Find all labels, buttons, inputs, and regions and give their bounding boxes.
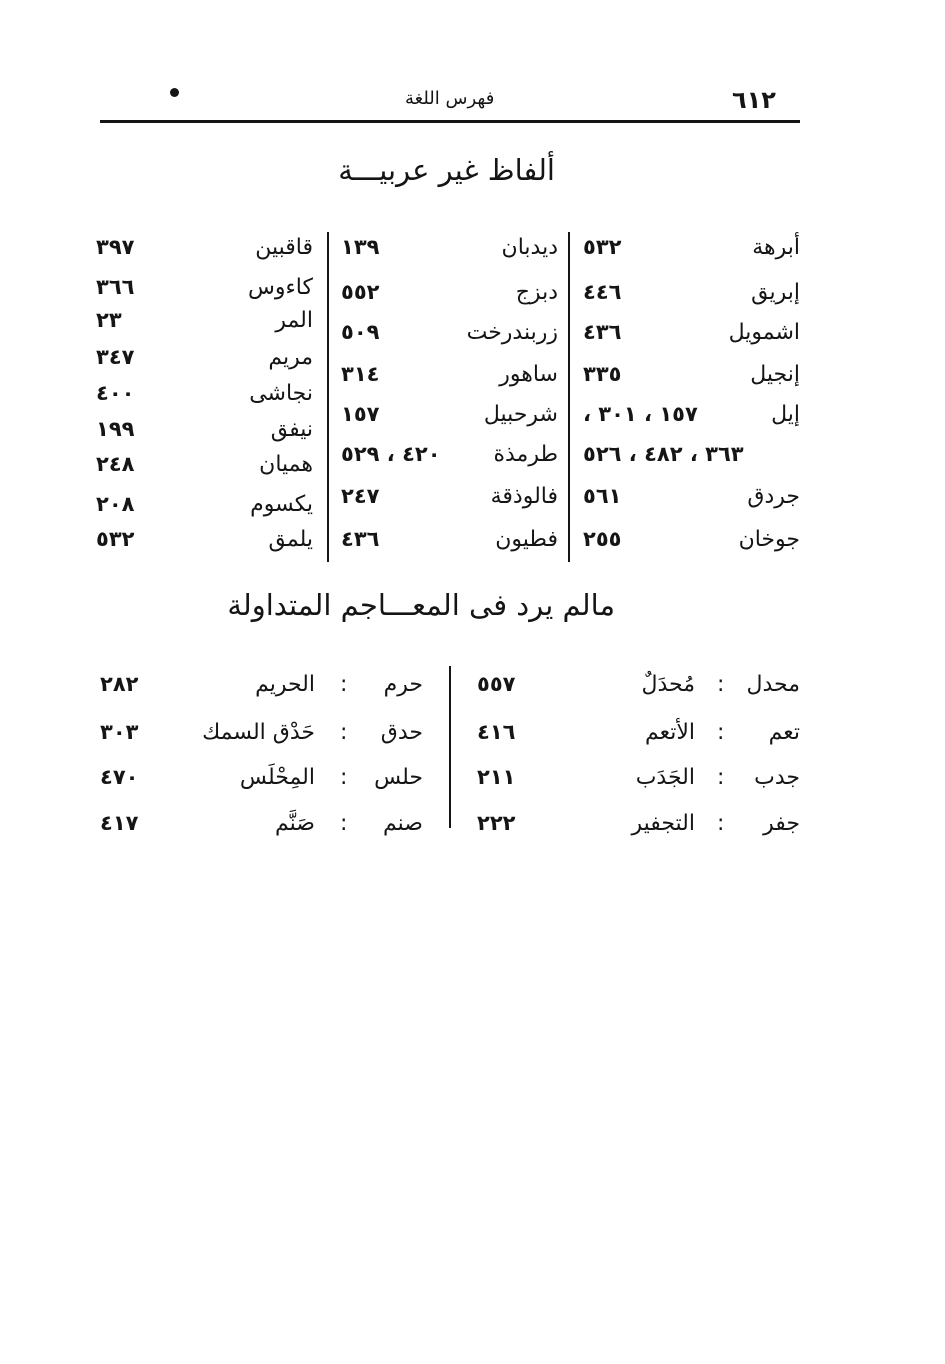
separator: : — [340, 720, 348, 745]
header-rule — [100, 120, 800, 123]
index-word: اشمويل — [728, 320, 800, 345]
page-number-ref: ٤١٧ — [100, 811, 139, 835]
column-divider — [449, 666, 451, 828]
separator: : — [717, 720, 725, 745]
derived-word: الأتعم — [644, 720, 695, 745]
separator: : — [340, 765, 348, 790]
page-number-ref: ٢١١ — [477, 765, 516, 789]
page-numbers: ٣٩٧ — [96, 235, 135, 259]
page-numbers: ٣٦٦ — [96, 275, 135, 299]
derived-word: صَنَّم — [275, 811, 315, 836]
column-divider — [327, 232, 329, 562]
page-numbers: ٥٠٩ — [341, 320, 380, 344]
separator: : — [340, 672, 348, 697]
separator: : — [717, 672, 725, 697]
page-number-ref: ٥٥٧ — [477, 672, 516, 696]
derived-word: مُحدَلٌ — [641, 672, 695, 697]
page-numbers: ٥٥٢ — [341, 280, 380, 304]
index-word: جردق — [747, 484, 800, 509]
index-word: مريم — [268, 345, 313, 370]
page-number-ref: ٤١٦ — [477, 720, 516, 744]
root-word: حلس — [374, 765, 423, 790]
index-word: فطيون — [495, 527, 558, 552]
page-numbers: ١٥٧ — [341, 402, 380, 426]
page-numbers: ٤٣٦ — [583, 320, 622, 344]
root-word: محدل — [746, 672, 800, 697]
index-word: نجاشى — [249, 381, 313, 406]
page-numbers: ٢٤٧ — [341, 484, 380, 508]
derived-word: الحريم — [255, 672, 315, 697]
derived-word: المِحْلَس — [239, 765, 315, 790]
page-number-ref: ٤٧٠ — [100, 765, 139, 789]
section-title-non-arabic-words: ألفاظ غير عربيـــة — [338, 153, 555, 187]
index-word: زربندرخت — [466, 320, 558, 345]
root-word: حدق — [380, 720, 423, 745]
index-word: ساهور — [499, 362, 558, 387]
index-word: يكسوم — [250, 492, 313, 517]
running-title: فهرس اللغة — [405, 88, 495, 109]
index-word: جوخان — [738, 527, 800, 552]
index-word: يلمق — [268, 527, 313, 552]
separator: : — [340, 811, 348, 836]
index-word: أبرهة — [752, 235, 800, 260]
root-word: حرم — [383, 672, 423, 697]
index-word: شرحبيل — [483, 402, 558, 427]
page-numbers: ١٩٩ — [96, 417, 135, 441]
index-word: المر — [275, 308, 313, 333]
root-word: صنم — [383, 811, 423, 836]
column-divider — [568, 232, 570, 562]
root-word: جفر — [763, 811, 800, 836]
index-word: طرمذة — [493, 442, 558, 467]
separator: : — [717, 811, 725, 836]
index-word: إبريق — [751, 280, 800, 305]
page-numbers: ٤٤٦ — [583, 280, 622, 304]
root-word: جدب — [754, 765, 800, 790]
page-numbers: ٤٣٦ — [341, 527, 380, 551]
page-numbers: ١٣٩ — [341, 235, 380, 259]
page-numbers: ٥٣٢ — [583, 235, 622, 259]
page-numbers: ٢٥٥ — [583, 527, 622, 551]
page-number: ٦١٢ — [732, 86, 776, 114]
page-numbers: ١٥٧ ، ٣٠١ ، — [583, 402, 698, 426]
index-word: كاءوس — [247, 275, 313, 300]
page-numbers: ٢٠٨ — [96, 492, 135, 516]
index-word: ديدبان — [501, 235, 558, 260]
page-numbers: ٣١٤ — [341, 362, 380, 386]
derived-word: التجفير — [631, 811, 695, 836]
derived-word: الجَدَب — [635, 765, 695, 790]
derived-word: حَدْق السمك — [202, 720, 315, 745]
page-number-ref: ٢٢٢ — [477, 811, 516, 835]
page-numbers: ٥٣٢ — [96, 527, 135, 551]
header-dot-mark — [170, 88, 179, 97]
page-number-ref: ٣٠٣ — [100, 720, 139, 744]
page-number-ref: ٢٨٢ — [100, 672, 139, 696]
page-numbers: ٤٢٠ ، ٥٢٩ — [341, 442, 441, 466]
section-title-not-in-dictionaries: مالم يرد فى المعـــاجم المتداولة — [227, 588, 615, 622]
page-numbers: ٢٤٨ — [96, 452, 135, 476]
page-numbers: ٣٦٣ ، ٤٨٢ ، ٥٢٦ — [583, 442, 744, 466]
page-numbers: ٣٤٧ — [96, 345, 135, 369]
page-numbers: ٣٣٥ — [583, 362, 622, 386]
root-word: تعم — [768, 720, 800, 745]
page-numbers: ٤٠٠ — [96, 381, 135, 405]
page-numbers: ٥٦١ — [583, 484, 622, 508]
separator: : — [717, 765, 725, 790]
index-word: هميان — [259, 452, 313, 477]
index-word: إيل — [771, 402, 800, 427]
index-word: فالوذقة — [490, 484, 558, 509]
index-word: قاقبين — [255, 235, 313, 260]
index-word: إنجيل — [750, 362, 800, 387]
index-word: نيفق — [270, 417, 313, 442]
index-word: دبزج — [515, 280, 558, 305]
page-numbers: ٢٣ — [96, 308, 122, 332]
